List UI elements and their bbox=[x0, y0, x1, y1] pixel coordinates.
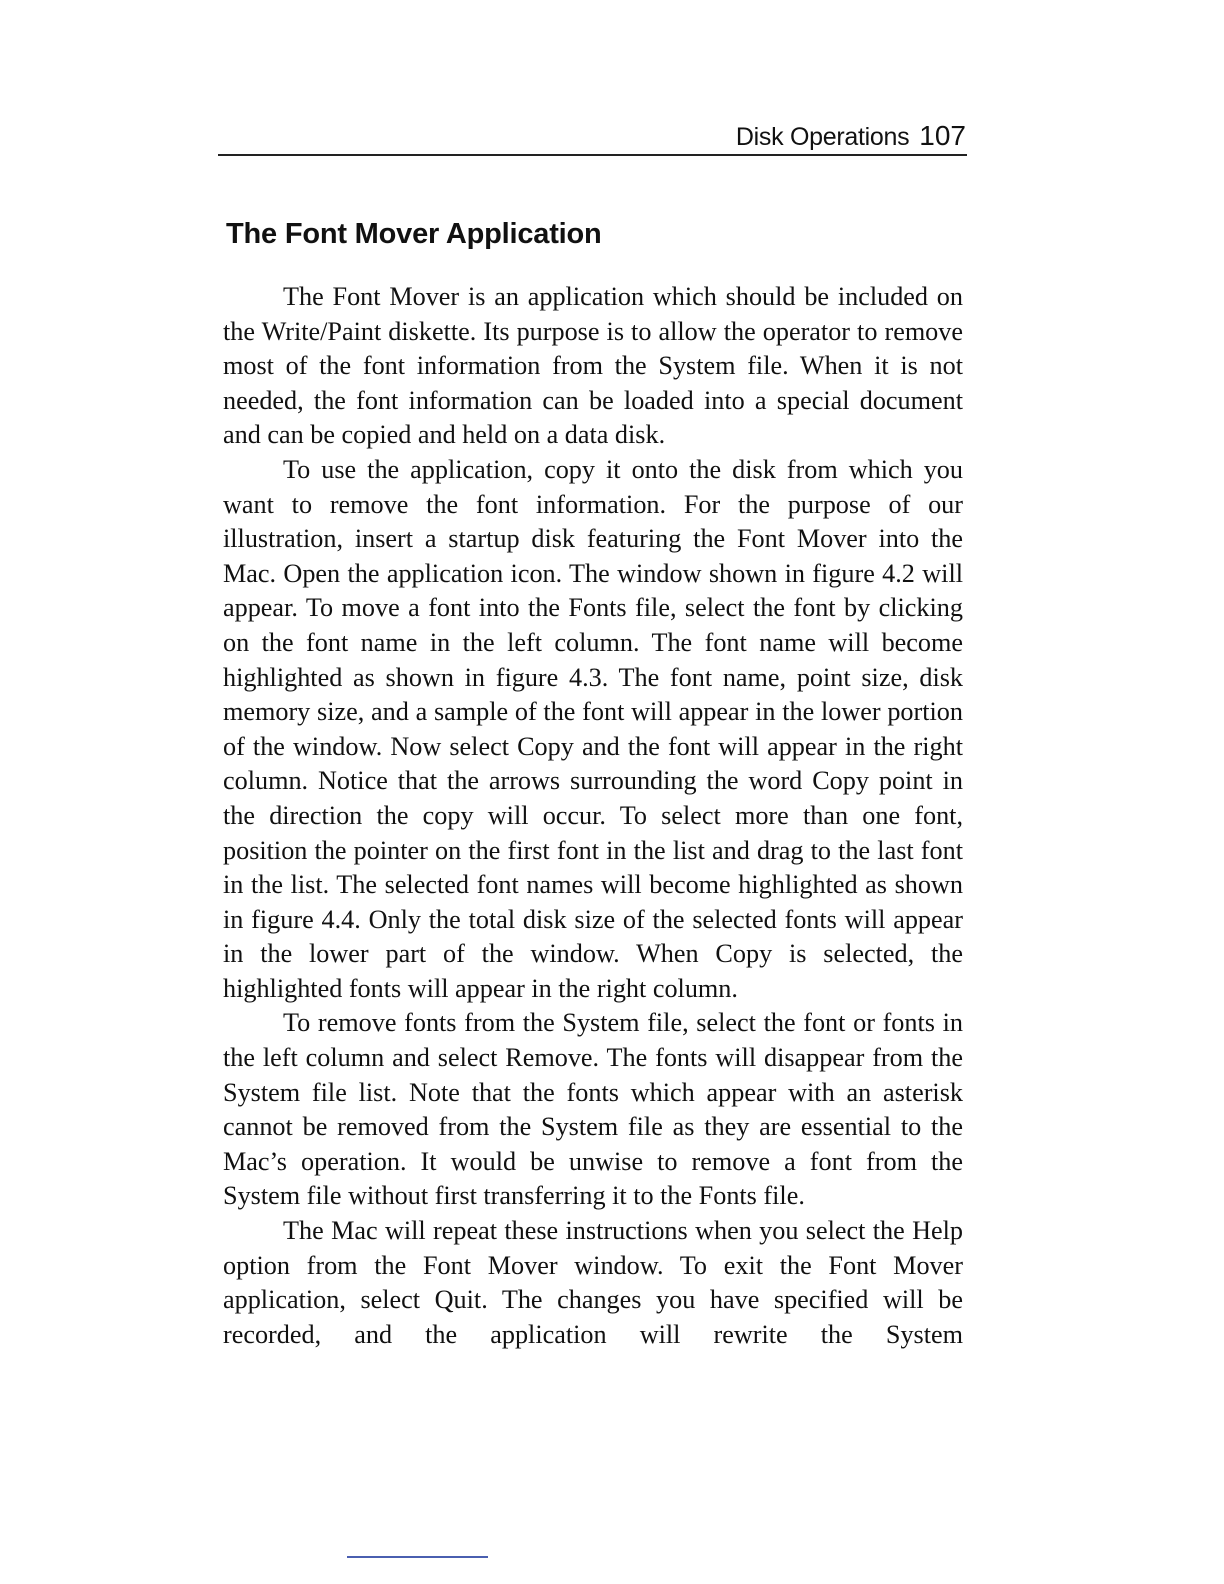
running-head bbox=[736, 118, 966, 155]
body-text bbox=[223, 280, 963, 1352]
paragraph-help-and-quit: The Mac will repeat these instructions when you select the Help option from the Font Mover window. To exit the Font Mover application, select Quit. The changes you have specified will be recorded, and the application will rewrite the System bbox=[223, 1216, 963, 1349]
page-number: 107 bbox=[919, 120, 966, 151]
paragraph-copying-fonts: To use the application, copy it onto the disk from which you want to remove the font information. For the purpose of our illustration, insert a startup disk featuring the Font Mover into the Mac. Open the application icon. The window shown in figure 4.2 will appear. To move a font into the Fonts file, select the font by clicking on the font name in the left column. The font name will become highlighted as shown in figure 4.3. The font name, point size, disk memory size, and a sample of the font will appear in the lower portion of the window. Now select Copy and the font will appear in the right column. Notice that the arrows surrounding the word Copy point in the direction the copy will occur. To select more than one font, position the pointer on the first font in the list and drag to the last font in the list. The selected font names will become highlighted as shown in figure 4.4. Only the total disk size of the selected fonts will appear in the lower part of the window. When Copy is selected, the highlighted fonts will appear in the right column. bbox=[223, 454, 963, 1003]
running-head-title: Disk Operations bbox=[735, 123, 910, 151]
section-title: The Font Mover Application bbox=[226, 218, 602, 250]
header-rule bbox=[218, 154, 967, 156]
paragraph-font-mover-intro: The Font Mover is an application which should be included on the Write/Paint diskette. Its purpose is to allow the operator to remove most of the font information from the System file. When it is not needed, the font information can be loaded into a special document and can be copied and held on a data disk. bbox=[223, 282, 963, 450]
book-page bbox=[221, 0, 966, 1584]
paragraph-removing-fonts: To remove fonts from the System file, select the font or fonts in the left column and select Remove. The fonts will disappear from the System file list. Note that the fonts which appear with an asterisk cannot be removed from the System file as they are essential to the Mac’s operation. It would be unwise to remove a font from the System file without first transferring it to the Fonts file. bbox=[223, 1008, 963, 1211]
footer-rule bbox=[347, 1556, 488, 1558]
